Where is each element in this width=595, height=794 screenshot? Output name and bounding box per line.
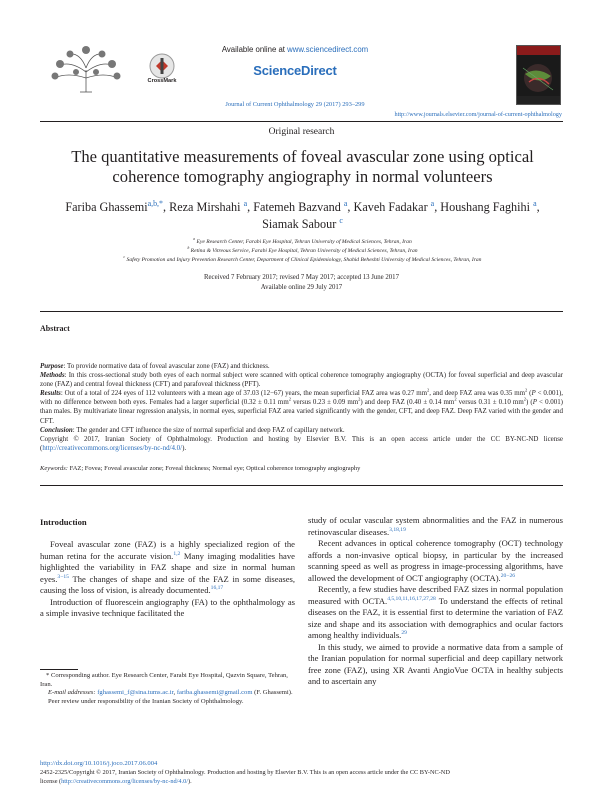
affiliation: $^b$ Retina & Vitreous Service, Farabi Eye Hospital, Tehran University of Medical Sciences, Tehran, Iran bbox=[187, 246, 418, 254]
author: Houshang Faghihi $^a$, bbox=[440, 198, 540, 214]
affiliation: $^c$ Safety Promotion and Injury Prevention Research Center, Department of Clinical Epidemiology, Shahid Beheshti University of Medical Sciences, Tehran, Iran bbox=[123, 255, 482, 263]
abstract-conclusion: Conclusion: The gender and CFT influence the size of normal superficial and deep FAZ of capillary network. bbox=[40, 425, 345, 434]
article-title: The quantitative measurements of foveal avascular zone using optical coherence tomography angiography in normal volunteers bbox=[71, 147, 534, 186]
license-link[interactable]: http://creativecommons.org/licenses/by-nc-nd/4.0/ bbox=[42, 443, 183, 452]
abstract-results: Results: Out of a total of 224 eyes of 112 volunteers with a mean age of 37.03 (12−67) years, the mean superficial FAZ area was 0.27 $mm^2$, and deep FAZ area was 0.35 $mm^2$ (P < 0.001), with no difference between both eyes. Females had a larger superficial (0.32 ± 0.11 $mm^2$ versus 0.23 ± 0.09 $mm^2$) and deep FAZ (0.40 ± 0.14 $mm^2$ versus 0.31 ± 0.10 $mm^2$) (P < 0.001) than males. By multivariate linear regression analysis, in normal eyes, superficial FAZ area varied significantly with the gender, CFT, and deep FAZ. Deep FAZ varied with the gender and CFT. bbox=[40, 387, 564, 425]
article-type: Original research bbox=[268, 127, 335, 137]
abstract-bottom-divider bbox=[40, 485, 563, 486]
journal-url-link[interactable]: http://www.journals.elsevier.com/journal-of-current-ophthalmology bbox=[394, 111, 562, 118]
paragraph: Foveal avascular zone (FAZ) is a highly specialized region of the human retina for the accurate vision.$^{1,2}$ Many imaging modalities have highlighted the variability in FAZ shape and size in normal human eyes.$^{3-15}$ The changes of shape and size of the FAZ in some diseases, causing the loss of vision, is already documented.$^{16,17}$ bbox=[40, 539, 295, 595]
email-link[interactable]: fariba.ghassemi@gmail.com bbox=[176, 689, 253, 697]
paragraph: Introduction of fluorescein angiography (FA) to the ophthalmology as a simple invasive technique facilitated the bbox=[40, 596, 295, 618]
abstract-methods: Methods: In this cross-sectional study both eyes of each normal subject were scanned with optical coherence tomography angiography (OCTA) for foveal superficial and deep avascular zone (FAZ) and central foveal thickness (CFT) and parafoveal thickness (PFT). bbox=[40, 371, 563, 389]
elsevier-logo bbox=[40, 42, 132, 100]
affiliation: $^a$ Eye Research Center, Farabi Eye Hospital, Tehran University of Medical Sciences, Tehran, Iran bbox=[193, 237, 412, 245]
received-dates: Received 7 February 2017; revised 7 May 2017; accepted 13 June 2017 bbox=[204, 274, 399, 281]
abstract-body bbox=[40, 362, 563, 453]
journal-cover-image bbox=[516, 45, 561, 105]
footnote-divider bbox=[40, 669, 78, 670]
journal-reference: Journal of Current Ophthalmology 29 (2017) 293–299 bbox=[225, 101, 365, 108]
author: Kaveh Fadakar $^a$, bbox=[353, 198, 441, 214]
introduction-heading: Introduction bbox=[40, 517, 87, 527]
paragraph: In this study, we aimed to provide a normative data from a sample of the Iranian population for normal superficial and deep capillary network free zone (FAZ), using XR Avanti AngioVue OCTA in healthy subjects and to ascertain any bbox=[308, 641, 563, 686]
paragraph: Recent advances in optical coherence tomography (OCT) technology affords a non-invasive optical biopsy, in particular by the increased scanning speed as well as progress in image-processing algorithms, have allowed the development of OCT angiography (OCTA).$^{20-26}$ bbox=[308, 538, 563, 583]
author: Fatemeh Bazvand $^a$, bbox=[253, 198, 354, 214]
paragraph: Recently, a few studies have described FAZ sizes in normal population measured with OCTA.$^{4,5,10,11,16,17,27,28}$ To understand the effects of retinal diseases on the FAZ, it is essential first to determine the variation of FAZ size and shape and its association with demographics and ocular factors among healthy individuals.$^{29}$ bbox=[308, 584, 563, 640]
sciencedirect-brand: ScienceDirect bbox=[253, 63, 337, 78]
available-online-date: Available online 29 July 2017 bbox=[260, 284, 343, 291]
doi-link[interactable]: http://dx.doi.org/10.1016/j.joco.2017.06.004 bbox=[40, 760, 158, 767]
abstract-purpose: Purpose: To provide normative data of foveal avascular zone (FAZ) and thickness. bbox=[40, 362, 270, 370]
abstract-heading: Abstract bbox=[40, 324, 70, 333]
abstract-top-divider bbox=[40, 311, 563, 312]
author: Fariba Ghassemi$^{a,b,*}$, bbox=[65, 198, 170, 214]
author: Siamak Sabour $^c$ bbox=[262, 215, 343, 231]
author: Reza Mirshahi $^a$, bbox=[169, 198, 254, 214]
keywords: Keywords: FAZ; Fovea; Foveal avascular zone; Foveal thickness; Normal eye; Optical coherence tomography angiography bbox=[40, 465, 361, 472]
available-online: Available online at www.sciencedirect.com bbox=[221, 45, 369, 54]
intro-right-column bbox=[308, 515, 563, 688]
author-list bbox=[40, 199, 565, 233]
license-link[interactable]: http://creativecommons.org/licenses/by-nc-nd/4.0/ bbox=[61, 777, 188, 785]
paragraph: study of ocular vascular system abnormalities and the FAZ in numerous retinovascular diseases.$^{3,18,19}$ bbox=[308, 515, 563, 537]
footnotes: * Corresponding author. Eye Research Center, Farabi Eye Hospital, Qazvin Square, Tehran, Iran. E-mail addresses: fghassemi_f@sina.tums.ac.ir, fariba.ghassemi@gmail.com (F. Ghassemi). Peer review under responsibility of the Iranian Society of Ophthalmology. bbox=[40, 672, 293, 705]
email-link[interactable]: fghassemi_f@sina.tums.ac.ir bbox=[97, 689, 174, 697]
sciencedirect-link[interactable]: www.sciencedirect.com bbox=[287, 45, 369, 54]
intro-left-column bbox=[40, 539, 295, 620]
header-divider bbox=[40, 121, 563, 122]
bottom-copyright: 2452-2325/Copyright © 2017, Iranian Society of Ophthalmology. Production and hosting by Elsevier B.V. This is an open access article under the CC BY-NC-ND license (http://creativecommons.org/licenses/by-nc-nd/4.0/). bbox=[40, 769, 450, 785]
abstract-copyright: Copyright © 2017, Iranian Society of Ophthalmology. Production and hosting by Elsevier B.V. This is an open access article under the CC BY-NC-ND license (http://creativecommons.org/licenses/by-nc-nd/4.0/). bbox=[40, 434, 563, 452]
crossmark-label: CrossMark bbox=[147, 78, 177, 84]
